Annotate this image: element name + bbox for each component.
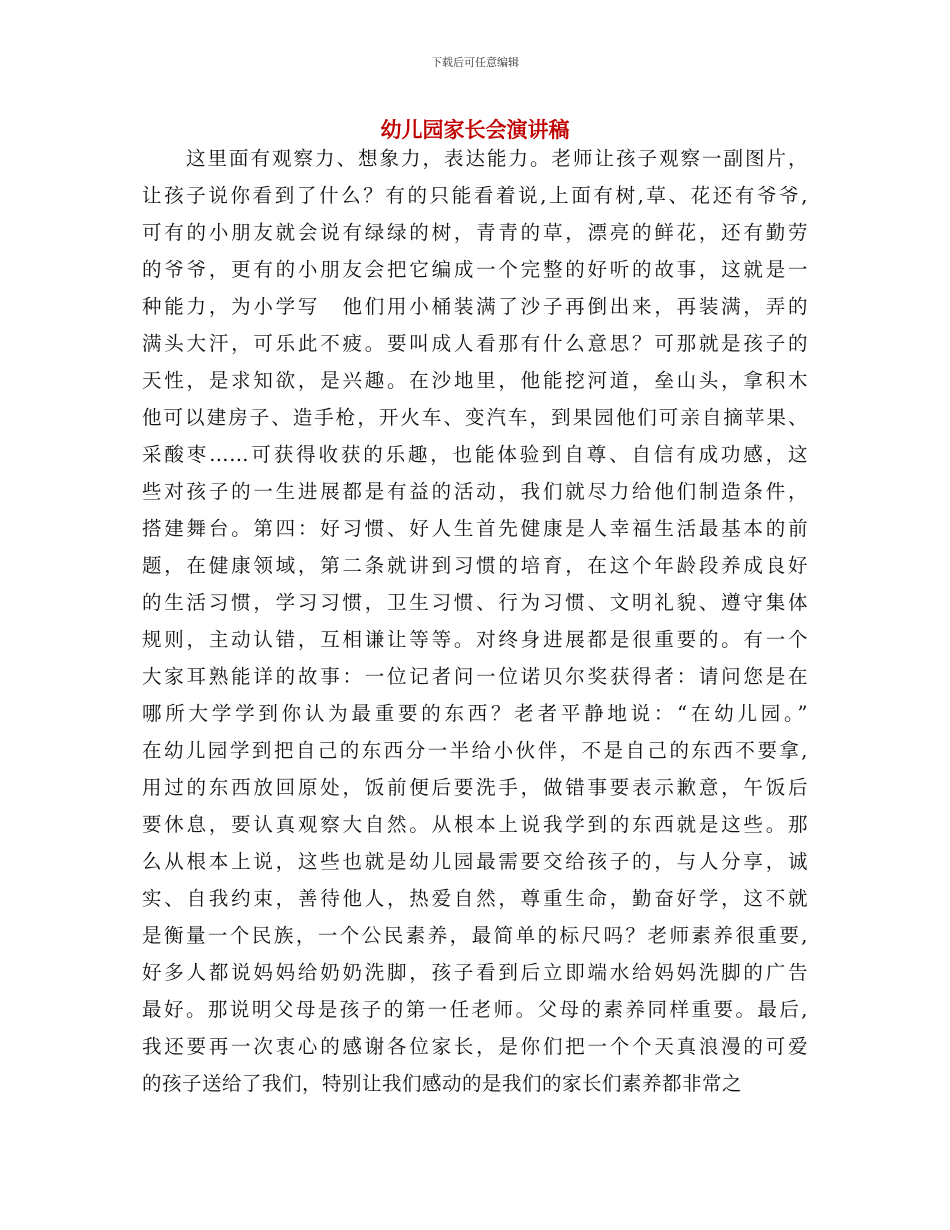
body-line: 些对孩子的一生进展都是有益的活动，我们就尽力给他们制造条件， bbox=[142, 480, 808, 503]
body-line: 么从根本上说，这些也就是幼儿园最需要交给孩子的，与人分享，诚 bbox=[142, 850, 808, 873]
body-line: 他可以建房子、造手枪，开火车、变汽车，到果园他们可亲自摘苹果、 bbox=[142, 406, 808, 429]
body-line: 要休息，要认真观察大自然。从根本上说我学到的东西就是这些。那 bbox=[142, 813, 808, 836]
body-line: 是衡量一个民族，一个公民素养，最简单的标尺吗？老师素养很重要, bbox=[142, 924, 808, 947]
body-line: 用过的东西放回原处，饭前便后要洗手，做错事要表示歉意，午饭后 bbox=[142, 776, 808, 799]
body-line: 规则，主动认错，互相谦让等等。对终身进展都是很重要的。有一个 bbox=[142, 628, 808, 651]
body-line: 最好。那说明父母是孩子的第一任老师。父母的素养同样重要。最后, bbox=[142, 998, 808, 1021]
body-line: 哪所大学学到你认为最重要的东西？老者平静地说：“在幼儿园。” bbox=[142, 702, 808, 725]
document-body bbox=[142, 140, 808, 1102]
body-line: 实、自我约束，善待他人，热爱自然，尊重生命，勤奋好学，这不就 bbox=[142, 887, 808, 910]
body-line: 题，在健康领域，第二条就讲到习惯的培育，在这个年龄段养成良好 bbox=[142, 554, 808, 577]
body-line: 满头大汗，可乐此不疲。要叫成人看那有什么意思？可那就是孩子的 bbox=[142, 332, 808, 355]
body-line: 我还要再一次衷心的感谢各位家长，是你们把一个个天真浪漫的可爱 bbox=[142, 1035, 808, 1058]
body-line: 天性，是求知欲，是兴趣。在沙地里，他能挖河道，垒山头，拿积木 bbox=[142, 369, 808, 392]
body-line: 在幼儿园学到把自己的东西分一半给小伙伴，不是自己的东西不要拿, bbox=[142, 739, 808, 762]
body-line: 采酸枣……可获得收获的乐趣，也能体验到自尊、自信有成功感，这 bbox=[142, 443, 808, 466]
body-line: 大家耳熟能详的故事：一位记者问一位诺贝尔奖获得者：请问您是在 bbox=[142, 665, 808, 688]
body-line: 让孩子说你看到了什么？有的只能看着说,上面有树,草、花还有爷爷, bbox=[142, 184, 808, 207]
body-line: 的生活习惯，学习习惯，卫生习惯、行为习惯、文明礼貌、遵守集体 bbox=[142, 591, 808, 614]
body-line: 的爷爷，更有的小朋友会把它编成一个完整的好听的故事，这就是一 bbox=[142, 258, 808, 281]
document-title: 幼儿园家长会演讲稿 bbox=[380, 117, 570, 142]
body-line: 种能力，为小学写 他们用小桶装满了沙子再倒出来，再装满，弄的 bbox=[142, 295, 808, 318]
page-header-note: 下载后可任意编辑 bbox=[431, 56, 519, 69]
body-line: 这里面有观察力、想象力，表达能力。老师让孩子观察一副图片， bbox=[186, 147, 808, 170]
body-line: 的孩子送给了我们，特别让我们感动的是我们的家长们素养都非常之 bbox=[142, 1072, 743, 1095]
body-line: 可有的小朋友就会说有绿绿的树，青青的草，漂亮的鲜花，还有勤劳 bbox=[142, 221, 808, 244]
body-line: 好多人都说妈妈给奶奶洗脚，孩子看到后立即端水给妈妈洗脚的广告 bbox=[142, 961, 808, 984]
body-line: 搭建舞台。第四：好习惯、好人生首先健康是人幸福生活最基本的前 bbox=[142, 517, 808, 540]
